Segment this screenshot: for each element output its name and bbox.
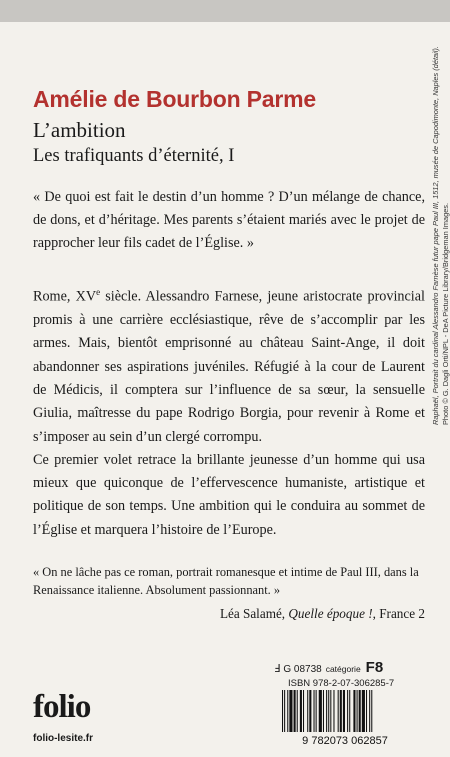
review-show: Quelle époque ! [288, 606, 373, 621]
barcode-bar [340, 690, 342, 732]
barcode-bar [300, 690, 302, 732]
barcode-bar [366, 690, 367, 732]
barcode-bar [297, 690, 298, 732]
review-signature [220, 606, 425, 622]
image-credit [431, 46, 450, 425]
barcode-bar [282, 690, 283, 732]
product-code-line [274, 659, 383, 676]
barcode-bar [347, 690, 348, 732]
blurb-paragraph-1 [33, 281, 425, 449]
review-channel: , France 2 [372, 606, 425, 621]
barcode-bar [289, 690, 292, 732]
barcode-bar [303, 690, 304, 732]
barcode-bar [353, 690, 355, 732]
blurb [33, 281, 425, 542]
barcode-bar [333, 690, 334, 732]
blurb-century-sup: e [96, 287, 101, 297]
epigraph-quote: « De quoi est fait le destin d’un homme ? D’un mélange de chance, de dons, et d’héritage. Mes parents s’étaient mariés avec le projet de rapprocher leur fils cadet de l’Église. » [33, 189, 425, 251]
blurb-century: Rome, XV [33, 288, 97, 305]
barcode-bar [319, 690, 322, 732]
barcode-bar [328, 690, 329, 732]
book-title: L’ambition [33, 118, 126, 142]
author-name: Amélie de Bourbon Parme [33, 86, 316, 112]
barcode-digits: 9 782073 062857 [302, 735, 388, 746]
barcode-bar [287, 690, 288, 732]
barcode-bar [326, 690, 327, 732]
product-code: G 08738 [283, 664, 322, 675]
blurb-text-1: siècle. Alessandro Farnese, jeune aristocrate provincial promis à une carrière ecclésiastique, rêve de s’accomplir par les armes. Mais, bientôt emprisonné au château Saint-Ange, il doit abandonner ses aspirations juvéniles. Réfugié à la cour de Laurent de Médicis, il comptera sur l’influence de sa sœur, la sensuelle Giulia, maîtresse du pape Rodrigo Borgia, pour revenir à Rome et s’imposer au sein d’un clergé corrompu. [33, 288, 425, 445]
folio-logo: folio [33, 689, 91, 725]
top-edge [0, 0, 450, 22]
image-credit-line-2: Photo © G. Dagli Orti/NPL - DeA Picture Library/Bridgeman Images. [440, 202, 450, 425]
press-review: « On ne lâche pas ce roman, portrait romanesque et intime de Paul III, dans la Renaissance italienne. Absolument passionnant. » [33, 565, 419, 597]
barcode-bar [362, 690, 365, 732]
barcode-bar [314, 690, 315, 732]
image-credit-line-1: Raphaël, Portrait du cardinal Alessandro Farnèse futur pape Paul III, 1512, musée de Capodimonte, Naples (détail). [431, 46, 440, 425]
barcode-bar [343, 690, 345, 732]
publisher-url: folio-lesite.fr [33, 733, 94, 744]
barcode-bars [282, 690, 372, 732]
series-title: Les trafiquants d’éternité, I [33, 146, 235, 166]
barcode-bar [371, 690, 372, 732]
barcode-bar [359, 690, 361, 732]
gallimard-g-icon: Ⅎ [274, 663, 281, 675]
barcode-bar [338, 690, 339, 732]
barcode [278, 690, 412, 746]
barcode-bar [330, 690, 331, 732]
barcode-bar [323, 690, 324, 732]
barcode-bar [349, 690, 350, 732]
blurb-paragraph-2: Ce premier volet retrace la brillante jeunesse d’un homme qui usa mieux que quiconque de l’effervescence humaniste, artistique et politique de son temps. Une ambition qui le conduira au sommet de l’Église et marquera l’histoire de l’Europe. [33, 451, 425, 538]
barcode-bar [309, 690, 311, 732]
barcode-bar [294, 690, 296, 732]
barcode-bar [284, 690, 285, 732]
category-label: catégorie [325, 664, 361, 674]
category-value: F8 [365, 659, 384, 676]
barcode-bar [369, 690, 370, 732]
barcode-bar [357, 690, 358, 732]
reviewer-name: Léa Salamé, [219, 606, 289, 621]
barcode-bar [307, 690, 308, 732]
isbn: ISBN 978-2-07-306285-7 [288, 678, 395, 689]
barcode-bar [316, 690, 317, 732]
